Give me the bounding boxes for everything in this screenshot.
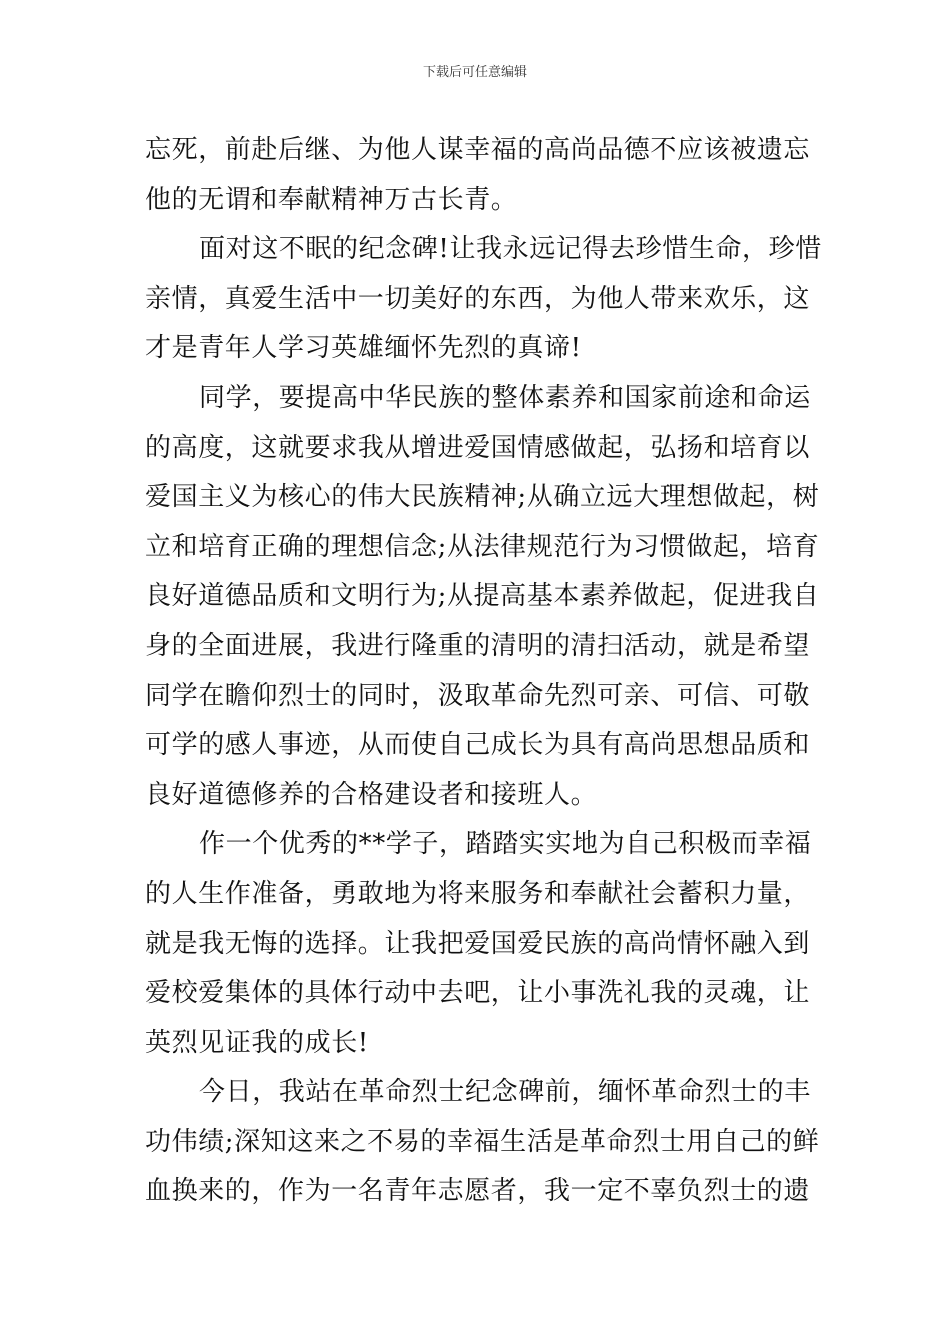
paragraph-first-line: 今日，我站在革命烈士纪念碑前，缅怀革命烈士的丰 [199,1077,811,1108]
text-line: 血换来的，作为一名青年志愿者，我一定不辜负烈士的遗 [145,1176,811,1207]
text-line: 良好道德品质和文明行为;从提高基本素养做起，促进我自 [145,581,820,612]
text-line: 同学在瞻仰烈士的同时，汲取革命先烈可亲、可信、可敬 [145,680,811,711]
text-line: 忘死，前赴后继、为他人谋幸福的高尚品德不应该被遗忘 [145,135,811,165]
page-header-note: 下载后可任意编辑 [422,65,527,80]
text-line: 立和培育正确的理想信念;从法律规范行为习惯做起，培育 [145,531,820,562]
text-line: 可学的感人事迹，从而使自己成长为具有高尚思想品质和 [145,730,811,761]
text-line: 爱国主义为核心的伟大民族精神;从确立远大理想做起，树 [145,482,820,513]
paragraph-first-line: 面对这不眠的纪念碑!让我永远记得去珍惜生命，珍惜 [199,234,822,265]
text-line: 的高度，这就要求我从增进爱国情感做起，弘扬和培育以 [145,432,811,463]
text-line: 他的无谓和奉献精神万古长青。 [145,184,518,215]
text-line: 爱校爱集体的具体行动中去吧，让小事洗礼我的灵魂，让 [145,978,811,1009]
paragraph-first-line: 作一个优秀的**学子，踏踏实实地为自己积极而幸福 [199,829,812,860]
text-line: 英烈见证我的成长! [145,1027,369,1058]
text-line: 良好道德修养的合格建设者和接班人。 [145,779,598,810]
text-line: 的人生作准备，勇敢地为将来服务和奉献社会蓄积力量， [145,878,811,909]
text-line: 才是青年人学习英雄缅怀先烈的真谛! [145,333,582,364]
text-line: 身的全面进展，我进行隆重的清明的清扫活动，就是希望 [145,630,811,661]
text-line: 亲情，真爱生活中一切美好的东西，为他人带来欢乐，这 [145,283,811,314]
paragraph-first-line: 同学，要提高中华民族的整体素养和国家前途和命运 [199,382,811,413]
text-line: 功伟绩;深知这来之不易的幸福生活是革命烈士用自己的鲜 [145,1126,820,1157]
document-body [145,126,822,1217]
text-line: 就是我无悔的选择。让我把爱国爱民族的高尚情怀融入到 [145,928,811,959]
